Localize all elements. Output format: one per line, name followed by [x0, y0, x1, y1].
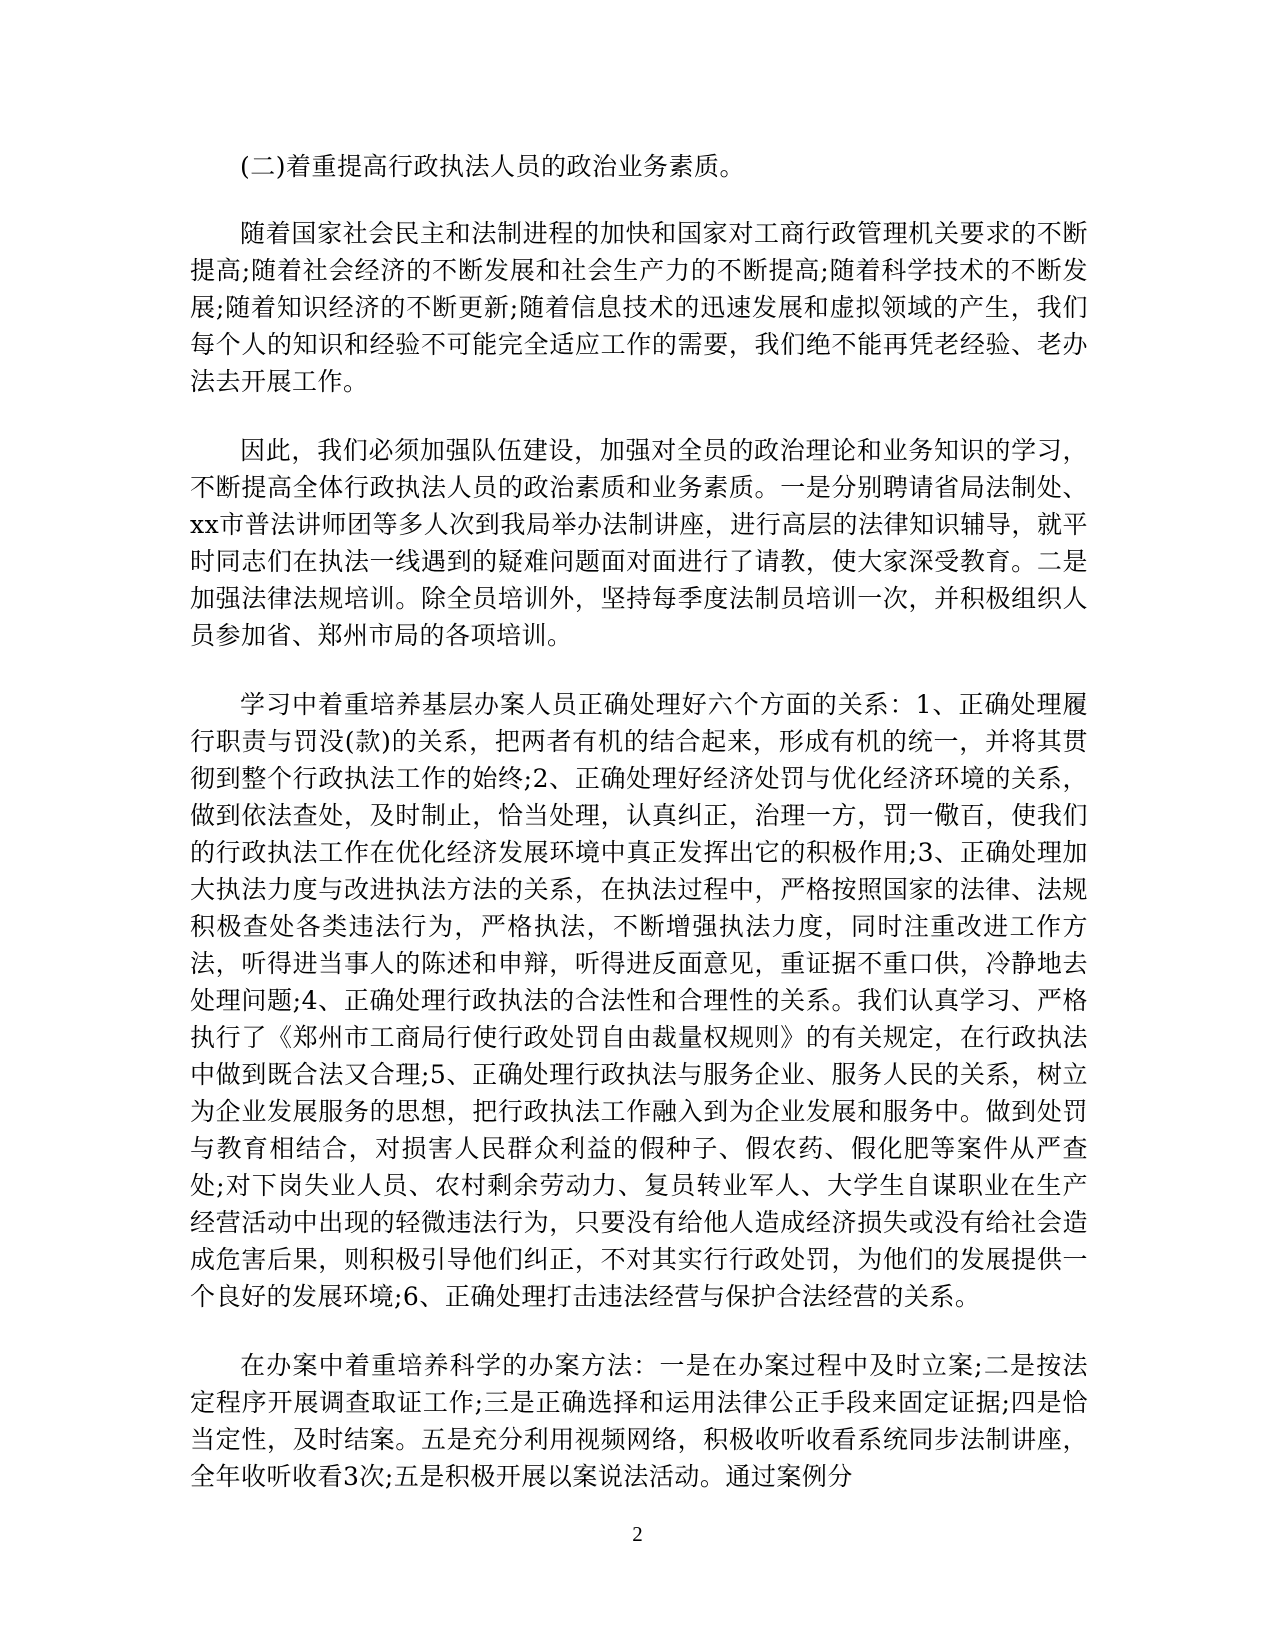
page-number: 2 — [632, 1522, 643, 1546]
section-heading: (二)着重提高行政执法人员的政治业务素质。 — [240, 152, 746, 181]
paragraph-1: 随着国家社会民主和法制进程的加快和国家对工商行政管理机关要求的不断提高;随着社会经济的不断发展和社会生产力的不断提高;随着科学技术的不断发展;随着知识经济的不断更新;随着信息技术的迅速发展和虚拟领域的产生，我们每个人的知识和经验不可能完全适应工作的需要，我们绝不能再凭老经验、老办法去开展工作。 — [190, 219, 1088, 396]
paragraph-3: 学习中着重培养基层办案人员正确处理好六个方面的关系：1、正确处理履行职责与罚没(款)的关系，把两者有机的结合起来，形成有机的统一，并将其贯彻到整个行政执法工作的始终;2、正确处理好经济处罚与优化经济环境的关系，做到依法查处，及时制止，恰当处理，认真纠正，治理一方，罚一儆百，使我们的行政执法工作在优化经济发展环境中真正发挥出它的积极作用;3、正确处理加大执法力度与改进执法方法的关系，在执法过程中，严格按照国家的法律、法规积极查处各类违法行为，严格执法，不断增强执法力度，同时注重改进工作方法，听得进当事人的陈述和申辩，听得进反面意见，重证据不重口供，冷静地去处理问题;4、正确处理行政执法的合法性和合理性的关系。我们认真学习、严格执行了《郑州市工商局行使行政处罚自由裁量权规则》的有关规定，在行政执法中做到既合法又合理;5、正确处理行政执法与服务企业、服务人民的关系，树立为企业发展服务的思想，把行政执法工作融入到为企业发展和服务中。做到处罚与教育相结合，对损害人民群众利益的假种子、假农药、假化肥等案件从严查处;对下岗失业人员、农村剩余劳动力、复员转业军人、大学生自谋职业在生产经营活动中出现的轻微违法行为，只要没有给他人造成经济损失或没有给社会造成危害后果，则积极引导他们纠正，不对其实行行政处罚，为他们的发展提供一个良好的发展环境;6、正确处理打击违法经营与保护合法经营的关系。 — [190, 690, 1088, 1311]
paragraph-4: 在办案中着重培养科学的办案方法：一是在办案过程中及时立案;二是按法定程序开展调查取证工作;三是正确选择和运用法律公正手段来固定证据;四是恰当定性，及时结案。五是充分利用视频网络，积极收听收看系统同步法制讲座，全年收听收看3次;五是积极开展以案说法活动。通过案例分 — [190, 1351, 1088, 1491]
document-body — [190, 148, 1088, 1527]
paragraph-2: 因此，我们必须加强队伍建设，加强对全员的政治理论和业务知识的学习，不断提高全体行政执法人员的政治素质和业务素质。一是分别聘请省局法制处、xx市普法讲师团等多人次到我局举办法制讲座，进行高层的法律知识辅导，就平时同志们在执法一线遇到的疑难问题面对面进行了请教，使大家深受教育。二是加强法律法规培训。除全员培训外，坚持每季度法制员培训一次，并积极组织人员参加省、郑州市局的各项培训。 — [190, 436, 1088, 650]
